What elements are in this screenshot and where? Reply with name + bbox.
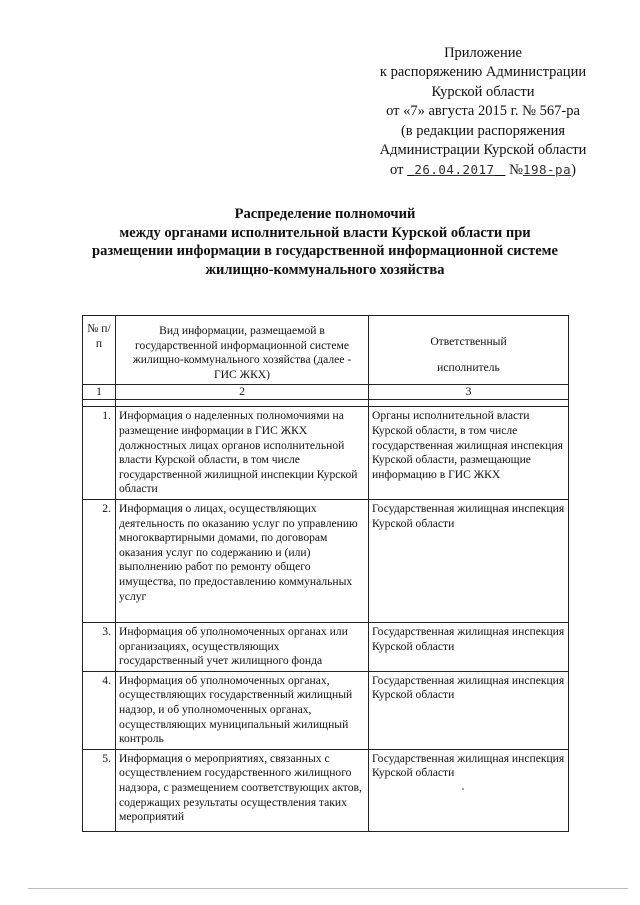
appendix-amend-date-line [348,160,618,180]
close-paren: ) [571,162,576,179]
scan-bottom-edge [28,888,628,889]
number-prefix: № [509,162,523,179]
row-info: Информация о наделенных полномочиями на размещение информации в ГИС ЖКХ должностных лицах органов исполнительной власти Курской области, в том числе государственной жилищной инспекции Курской области [116,407,369,500]
appendix-administration: Администрации Курской области [379,142,587,159]
row-number: 5. [83,749,116,831]
row-info: Информация о мероприятиях, связанных с осуществлением государственного жилищного надзора, с размещением соответствующих актов, содержащих результаты осуществления таких мероприятий [116,749,369,831]
numbering-cell-1: 1 [83,385,116,400]
row-executor: Государственная жилищная инспекция Курской области [369,499,569,622]
table-row [83,623,569,672]
appendix-block [348,44,618,181]
appendix-edition: (в редакции распоряжения [400,122,566,139]
numbering-cell-2: 2 [116,385,369,400]
table-numbering-row [83,385,569,400]
row-number: 2. [83,499,116,622]
row-executor: Органы исполнительной власти Курской области, в том числе государственная жилищная инспекция Курской области, размещающие информацию в ГИС ЖКХ [369,407,569,500]
appendix-order-date: от «7» августа 2015 г. № 567-ра [386,103,580,120]
row-number: 4. [83,671,116,749]
row-info: Информация о лицах, осуществляющих деятельность по оказанию услуг по управлению многоквартирными домами, по договорам оказания услуг по содержанию и (или) выполнению работ по ремонту общего имущества, по предоставлению коммунальных услуг [116,499,369,622]
header-number: № п/п [83,316,116,385]
row-executor: Государственная жилищная инспекция Курской области [369,749,569,831]
title-line-4: жилищно-коммунального хозяйства [205,261,445,278]
numbering-cell-3: 3 [369,385,569,400]
table-row [83,671,569,749]
header-executor [369,316,569,385]
amend-date-handwritten: 26.04.2017 [414,162,495,178]
scan-speck [462,788,464,790]
header-info-type: Вид информации, размещаемой в государственной информационной системе жилищно-коммунального хозяйства (далее - ГИС ЖКХ) [116,316,369,385]
row-executor: Государственная жилищная инспекция Курской области [369,671,569,749]
row-info: Информация об уполномоченных органах, осуществляющих государственный жилищный надзор, и об уполномоченных органах, осуществляющих муниципальный жилищный контроль [116,671,369,749]
table-row [83,749,569,831]
appendix-title: Приложение [444,45,522,61]
gap-cell [83,400,116,407]
header-executor-line1: Ответственный [430,335,507,348]
title-line-2: между органами исполнительной власти Курской области при [119,224,531,241]
table-header-row [83,316,569,385]
table-row [83,499,569,622]
row-executor: Государственная жилищная инспекция Курской области [369,623,569,672]
amend-number-handwritten: 198-ра [522,162,572,178]
document-title [60,205,590,279]
row-info: Информация об уполномоченных органах или организациях, осуществляющих государственный учет жилищного фонда [116,623,369,672]
header-executor-line2: исполнитель [437,361,500,374]
powers-table [82,315,569,832]
gap-cell [116,400,369,407]
date-underline-right [495,162,506,178]
appendix-region: Курской области [431,83,535,100]
table-gap-row [83,400,569,407]
table-row [83,407,569,500]
row-number: 3. [83,623,116,672]
title-line-1: Распределение полномочий [234,206,416,222]
gap-cell [369,400,569,407]
date-prefix: от [390,162,404,179]
row-number: 1. [83,407,116,500]
title-line-3: размещении информации в государственной информационной системе [92,243,558,259]
appendix-order-ref: к распоряжению Администрации [379,64,587,81]
